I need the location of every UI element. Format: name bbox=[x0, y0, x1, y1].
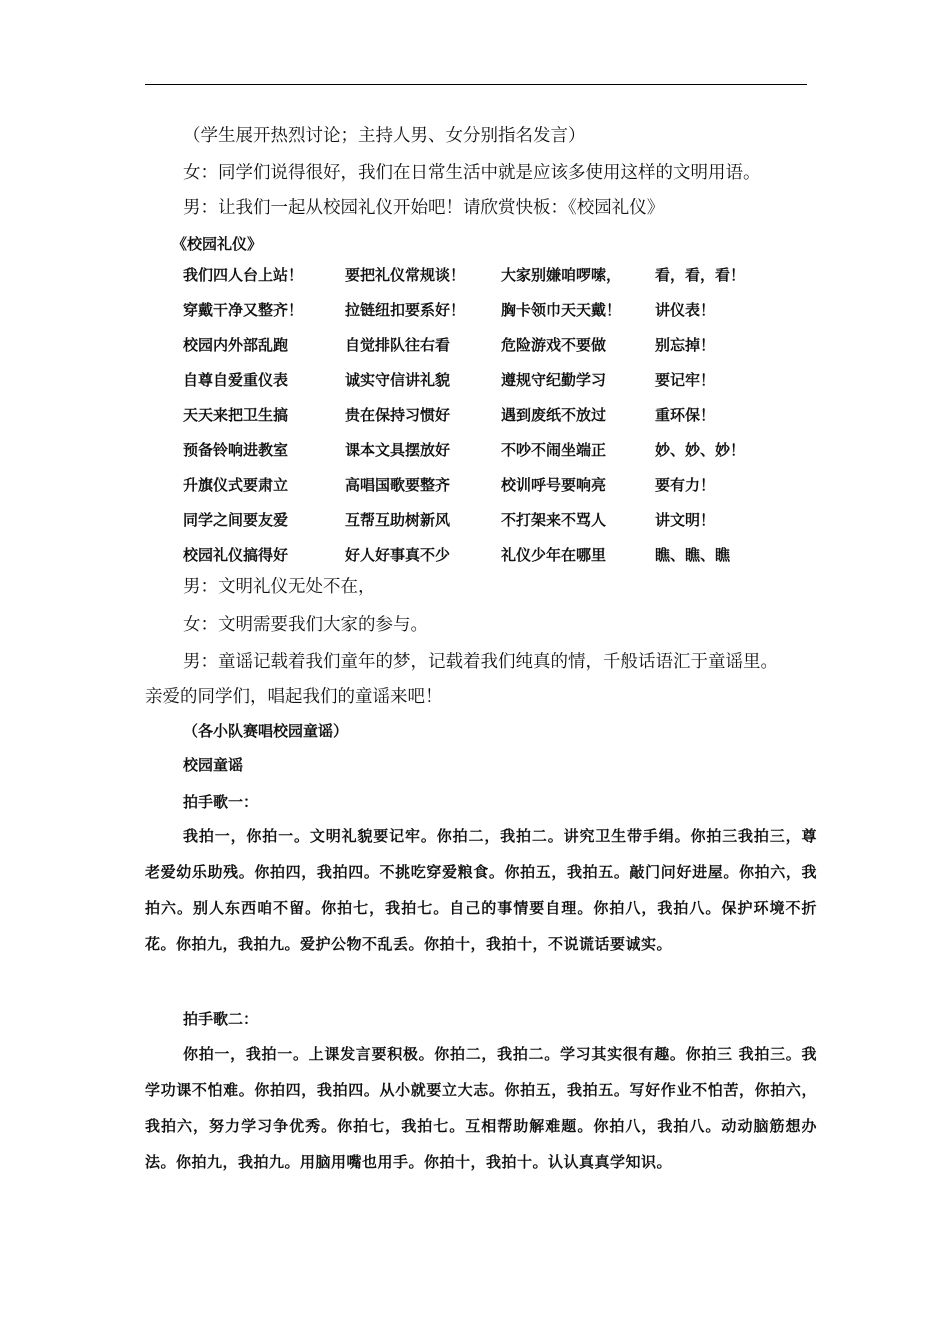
stage-direction: （学生展开热烈讨论；主持人男、女分别指名发言） bbox=[183, 126, 586, 146]
rhyme-phrase: 重环保！ bbox=[655, 406, 716, 424]
rhyme-phrase: 穿戴干净又整齐！ bbox=[183, 301, 304, 319]
rhyme-phrase: 同学之间要友爱 bbox=[183, 511, 289, 529]
rhyme-phrase: 诚实守信讲礼貌 bbox=[345, 371, 451, 389]
rhyme-phrase: 校园礼仪搞得好 bbox=[183, 546, 289, 564]
rhyme-phrase: 拉链纽扣要系好！ bbox=[345, 301, 466, 319]
rhyme-phrase: 好人好事真不少 bbox=[345, 546, 451, 564]
header-rule bbox=[145, 84, 807, 85]
section-heading: 校园童谣 bbox=[183, 756, 244, 774]
song-title: 拍手歌一： bbox=[183, 793, 259, 811]
song-text: 我拍一，你拍一。文明礼貌要记牢。你拍二，我拍二。讲究卫生带手绢。你拍三我拍三，尊老爱幼乐助残。你拍四，我拍四。不挑吃穿爱粮食。你拍五，我拍五。敲门问好进屋。你拍六，我拍六。别人东西咱不留。你拍七，我拍七。自己的事情要自理。你拍八，我拍八。保护环境不折花。你拍九，我拍九。爱护公物不乱丢。你拍十，我拍十，不说谎话要诚实。 bbox=[145, 827, 817, 953]
rhyme-phrase: 妙、妙、妙！ bbox=[655, 441, 746, 459]
rhyme-phrase: 要有力！ bbox=[655, 476, 716, 494]
rhyme-phrase: 自觉排队往右看 bbox=[345, 336, 451, 354]
dialogue-line: 男：让我们一起从校园礼仪开始吧！请欣赏快板：《校园礼仪》 bbox=[183, 198, 665, 218]
rhyme-phrase: 遇到废纸不放过 bbox=[501, 406, 607, 424]
rhyme-phrase: 自尊自爱重仪表 bbox=[183, 371, 289, 389]
rhyme-phrase: 预备铃响进教室 bbox=[183, 441, 289, 459]
dialogue-line: 男：文明礼仪无处不在， bbox=[183, 577, 376, 597]
rhyme-phrase: 瞧、瞧、瞧 bbox=[655, 546, 731, 564]
dialogue-line: 女：同学们说得很好，我们在日常生活中就是应该多使用这样的文明用语。 bbox=[183, 163, 761, 183]
rhyme-phrase: 升旗仪式要肃立 bbox=[183, 476, 289, 494]
rhyme-phrase: 不吵不闹坐端正 bbox=[501, 441, 607, 459]
rhyme-phrase: 遵规守纪勤学习 bbox=[501, 371, 607, 389]
rhyme-phrase: 讲仪表！ bbox=[655, 301, 716, 319]
rhyme-phrase: 不打架来不骂人 bbox=[501, 511, 607, 529]
rhyme-phrase: 要把礼仪常规谈！ bbox=[345, 266, 466, 284]
rhyme-phrase: 我们四人台上站！ bbox=[183, 266, 304, 284]
stage-direction: （各小队赛唱校园童谣） bbox=[183, 722, 349, 740]
rhyme-phrase: 天天来把卫生搞 bbox=[183, 406, 289, 424]
rhyme-phrase: 高唱国歌要整齐 bbox=[345, 476, 451, 494]
song-title: 拍手歌二： bbox=[183, 1010, 259, 1028]
rhyme-phrase: 互帮互助树新风 bbox=[345, 511, 451, 529]
rhyme-phrase: 课本文具摆放好 bbox=[345, 441, 451, 459]
rhyme-phrase: 贵在保持习惯好 bbox=[345, 406, 451, 424]
dialogue-line: 男：童谣记载着我们童年的梦，记载着我们纯真的情，千般话语汇于童谣里。 bbox=[183, 652, 778, 672]
rhyme-phrase: 讲文明！ bbox=[655, 511, 716, 529]
rhyme-phrase: 危险游戏不要做 bbox=[501, 336, 607, 354]
dialogue-line: 女：文明需要我们大家的参与。 bbox=[183, 615, 428, 635]
rhyme-phrase: 校园内外部乱跑 bbox=[183, 336, 289, 354]
rhyme-title: 《校园礼仪》 bbox=[172, 235, 263, 253]
song-text: 你拍一，我拍一。上课发言要积极。你拍二，我拍二。学习其实很有趣。你拍三 我拍三。我学功课不怕难。你拍四，我拍四。从小就要立大志。你拍五，我拍五。写好作业不怕苦，你拍六，我拍六，努力学习争优秀。你拍七，我拍七。互相帮助解难题。你拍八，我拍八。动动脑筋想办法。你拍九，我拍九。用脑用嘴也用手。你拍十，我拍十。认认真真学知识。 bbox=[145, 1045, 817, 1171]
dialogue-line: 亲爱的同学们，唱起我们的童谣来吧！ bbox=[145, 687, 443, 707]
rhyme-phrase: 要记牢！ bbox=[655, 371, 716, 389]
rhyme-phrase: 大家别嫌咱啰嗦， bbox=[501, 266, 622, 284]
rhyme-phrase: 别忘掉！ bbox=[655, 336, 716, 354]
rhyme-phrase: 胸卡领巾天天戴！ bbox=[501, 301, 622, 319]
rhyme-phrase: 校训呼号要响亮 bbox=[501, 476, 607, 494]
rhyme-phrase: 看，看，看！ bbox=[655, 266, 746, 284]
rhyme-phrase: 礼仪少年在哪里 bbox=[501, 546, 607, 564]
